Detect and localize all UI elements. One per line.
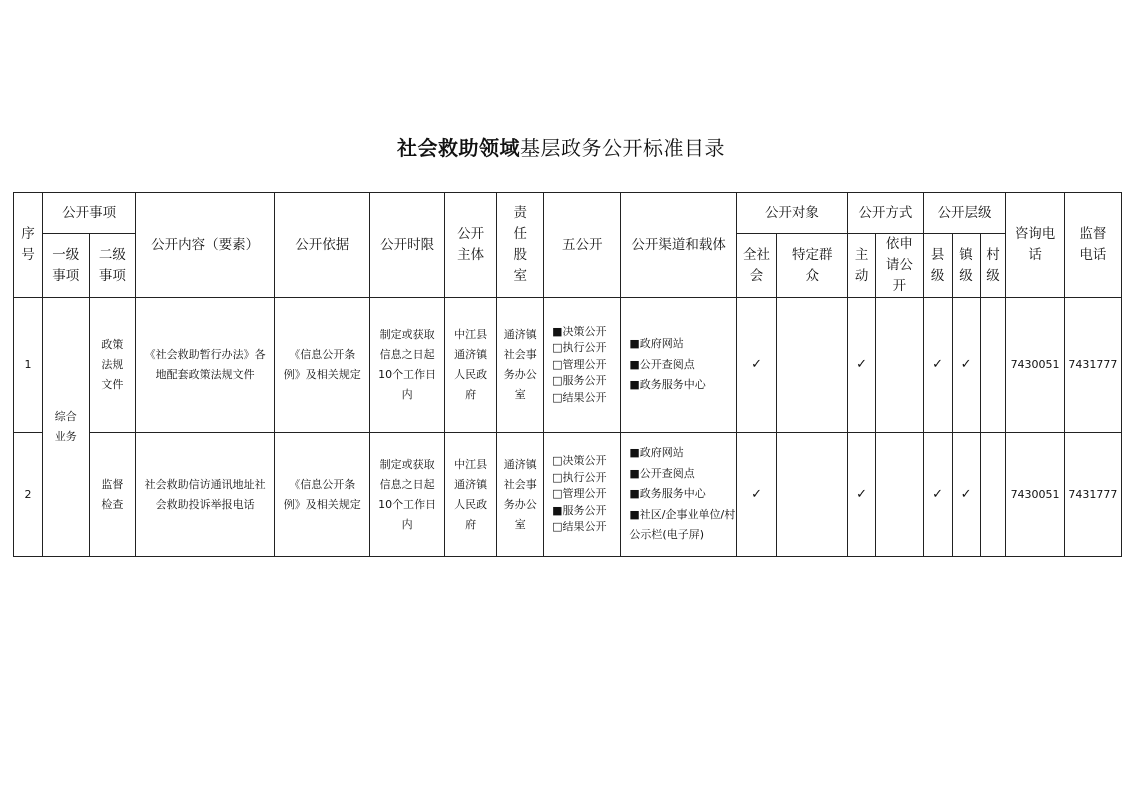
header-dept: 责任股室 [497,193,544,298]
check-target-all: ✓ [736,298,777,433]
header-supervise-phone: 监督电话 [1064,193,1121,298]
header-tier-town: 镇级 [952,234,980,298]
header-content: 公开内容（要素） [136,193,275,298]
header-consult-phone: 咨询电话 [1006,193,1064,298]
row-subject: 中江县通济镇人民政府 [444,298,497,433]
header-level1: 一级事项 [42,234,89,298]
row-consult-phone: 7430051 [1006,433,1064,557]
check-target-group [777,433,848,557]
header-target-group: 特定群众 [777,234,848,298]
channel-item: ■公开查阅点 [629,357,695,371]
five-item: □管理公开 [552,487,607,501]
row-dept: 通济镇社会事务办公室 [497,298,544,433]
row-channel-list [621,433,736,557]
header-time-limit: 公开时限 [370,193,445,298]
channel-item: ■政府网站 [629,337,684,351]
header-channel: 公开渠道和载体 [621,193,736,298]
header-tier-village: 村级 [980,234,1006,298]
five-item: □执行公开 [552,470,607,484]
row-supervise-phone: 7431777 [1064,433,1121,557]
check-tier-county: ✓ [923,433,952,557]
row-content: 《社会救助暂行办法》各地配套政策法规文件 [136,298,275,433]
header-target: 公开对象 [736,193,847,234]
check-tier-town: ✓ [952,433,980,557]
five-item: ■服务公开 [552,503,607,517]
header-mode: 公开方式 [848,193,924,234]
row-supervise-phone: 7431777 [1064,298,1121,433]
title-rest: 基层政务公开标准目录 [520,136,725,160]
five-item: □结果公开 [552,520,607,534]
header-mode-active: 主动 [848,234,876,298]
channel-item: ■政府网站 [629,446,684,460]
header-target-all: 全社会 [736,234,777,298]
check-mode-apply [876,298,924,433]
row-consult-phone: 7430051 [1006,298,1064,433]
channel-item: ■政务服务中心 [629,378,706,392]
row-content: 社会救助信访通讯地址社会救助投诉举报电话 [136,433,275,557]
check-target-group [777,298,848,433]
row-level2: 政策法规文件 [89,298,136,433]
header-seq: 序号 [14,193,43,298]
row-seq: 2 [14,433,43,557]
check-target-all: ✓ [736,433,777,557]
row-dept: 通济镇社会事务办公室 [497,433,544,557]
five-item: □执行公开 [552,341,607,355]
row-time-limit: 制定或获取信息之日起10个工作日内 [370,433,445,557]
check-tier-county: ✓ [923,298,952,433]
check-mode-active: ✓ [848,433,876,557]
title-bold-part: 社会救助领域 [397,136,520,160]
row-level1: 综合业务 [42,298,89,557]
row-channel-list [621,298,736,433]
row-basis: 《信息公开条例》及相关规定 [275,433,370,557]
five-item: □决策公开 [552,454,607,468]
five-item: □服务公开 [552,374,607,388]
row-subject: 中江县通济镇人民政府 [444,433,497,557]
row-basis: 《信息公开条例》及相关规定 [275,298,370,433]
header-tier: 公开层级 [923,193,1006,234]
row-five-list [544,298,621,433]
row-level2: 监督检查 [89,433,136,557]
header-mode-apply: 依申请公开 [876,234,924,298]
five-item: ■决策公开 [552,324,607,338]
check-mode-apply [876,433,924,557]
header-five: 五公开 [544,193,621,298]
table-row [14,298,1122,433]
five-item: □结果公开 [552,390,607,404]
disclosure-catalog-table [13,192,1122,557]
header-basis: 公开依据 [275,193,370,298]
row-seq: 1 [14,298,43,433]
header-level2: 二级事项 [89,234,136,298]
channel-item: ■公开查阅点 [629,466,695,480]
channel-item: ■政务服务中心 [629,487,706,501]
row-time-limit: 制定或获取信息之日起10个工作日内 [370,298,445,433]
check-mode-active: ✓ [848,298,876,433]
check-tier-village [980,433,1006,557]
page-title [0,132,1122,161]
row-five-list [544,433,621,557]
check-tier-town: ✓ [952,298,980,433]
table-row [14,433,1122,557]
check-tier-village [980,298,1006,433]
five-item: □管理公开 [552,357,607,371]
header-subject: 公开主体 [444,193,497,298]
header-tier-county: 县级 [923,234,952,298]
header-matter: 公开事项 [42,193,135,234]
channel-item: ■社区/企事业单位/村公示栏(电子屏) [629,507,736,542]
